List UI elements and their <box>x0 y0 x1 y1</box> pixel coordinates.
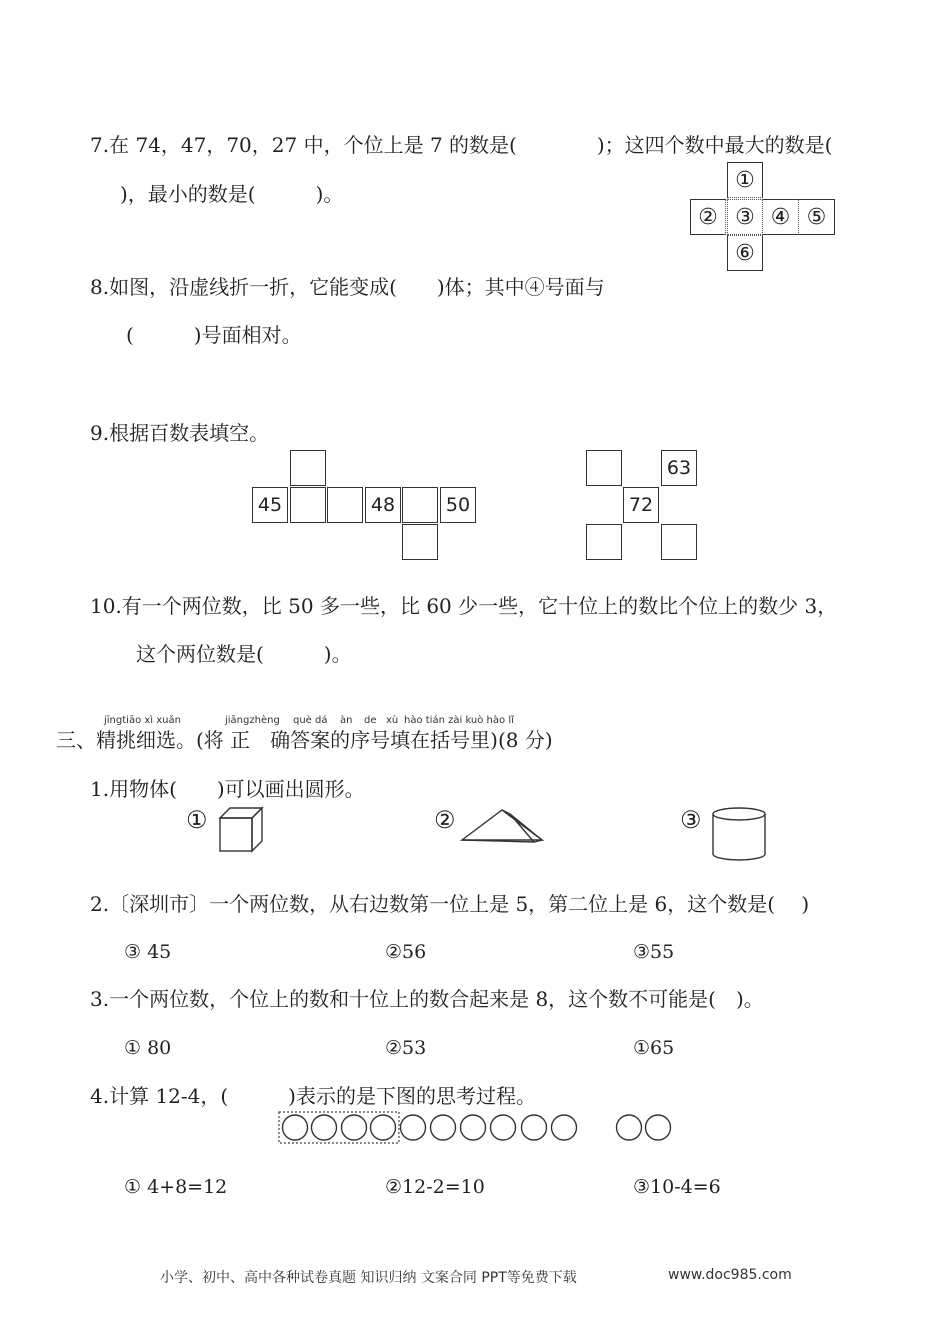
q10-line1: 10.有一个两位数，比 50 多一些，比 60 少一些，它十位上的数比个位上的数少 3， <box>90 594 838 618</box>
net-face-5: ⑤ <box>799 199 835 235</box>
s1-option-3-label: ③ <box>680 806 702 834</box>
grid1-cell-50: 50 <box>440 487 476 523</box>
grid1-cell-blank <box>327 487 363 523</box>
s3-option-b: ②53 <box>385 1037 427 1059</box>
pinyin-hao: hào tián zài kuò hào lǐ <box>404 715 514 726</box>
s4-option-a: ① 4+8=12 <box>124 1176 228 1198</box>
grid2-cell-blank <box>586 524 622 560</box>
grid1-cell-top <box>290 450 326 486</box>
grid2-cell-blank <box>586 450 622 486</box>
pinyin-jiangzheng: jiāngzhèng <box>225 715 280 726</box>
triangular-prism-icon <box>460 808 544 848</box>
cube-net-figure <box>690 162 836 272</box>
s4-option-b: ②12-2=10 <box>385 1176 485 1198</box>
grid1-cell-45: 45 <box>252 487 288 523</box>
s1-option-1-label: ① <box>186 806 208 834</box>
grid2-cell-72: 72 <box>623 487 659 523</box>
s4-option-c: ③10-4=6 <box>633 1176 721 1198</box>
q7-line1: 7.在 74，47，70，27 中，个位上是 7 的数是( )；这四个数中最大的数是( <box>90 133 833 157</box>
footer-url[interactable]: www.doc985.com <box>668 1267 792 1283</box>
net-face-2: ② <box>690 199 726 235</box>
grid2-cell-blank <box>661 524 697 560</box>
s1-line: 1.用物体( )可以画出圆形。 <box>90 777 365 801</box>
q9-line: 9.根据百数表填空。 <box>90 421 270 445</box>
s2-option-c: ③55 <box>633 941 675 963</box>
pinyin-de: de <box>364 715 377 726</box>
footer-text: 小学、初中、高中各种试卷真题 知识归纳 文案合同 PPT等免费下载 <box>160 1270 577 1286</box>
pinyin-an: àn <box>340 715 353 726</box>
grouped-circles-box <box>279 1112 399 1143</box>
pinyin-xu: xù <box>386 715 399 726</box>
s3-option-a: ① 80 <box>124 1037 172 1059</box>
cylinder-icon <box>710 806 770 862</box>
grid1-cell-blank <box>402 487 438 523</box>
pinyin-queda: què dá <box>293 715 328 726</box>
grid1-cell-blank <box>290 487 326 523</box>
s3-option-c: ①65 <box>633 1037 675 1059</box>
s1-option-2-label: ② <box>434 806 456 834</box>
s2-option-b: ②56 <box>385 941 427 963</box>
net-face-3: ③ <box>727 199 763 235</box>
s2-line: 2.〔深圳市〕一个两位数，从右边数第一位上是 5，第二位上是 6，这个数是( ) <box>90 892 810 916</box>
q7-line2: )，最小的数是( )。 <box>120 182 344 206</box>
grid2-cell-63: 63 <box>661 450 697 486</box>
q10-line2: 这个两位数是( )。 <box>136 642 352 666</box>
section-3-title: 三、精挑细选。(将 正 确答案的序号填在括号里)(8 分) <box>56 728 553 752</box>
pinyin-jingtiao: jīngtiāo xì xuǎn <box>104 715 181 726</box>
net-face-1: ① <box>727 162 763 198</box>
q8-line1: 8.如图，沿虚线折一折，它能变成( )体；其中④号面与 <box>90 275 605 299</box>
q8-line2: ( )号面相对。 <box>126 323 302 347</box>
net-face-4: ④ <box>763 199 799 235</box>
circles-figure <box>278 1110 674 1146</box>
grid1-cell-48: 48 <box>365 487 401 523</box>
s3-line: 3.一个两位数，个位上的数和十位上的数合起来是 8，这个数不可能是( )。 <box>90 987 764 1011</box>
s4-line: 4.计算 12-4，( )表示的是下图的思考过程。 <box>90 1084 536 1108</box>
net-face-6: ⑥ <box>727 235 763 271</box>
cube-icon <box>216 806 266 854</box>
grid1-cell-bottom <box>402 524 438 560</box>
s2-option-a: ③ 45 <box>124 941 172 963</box>
